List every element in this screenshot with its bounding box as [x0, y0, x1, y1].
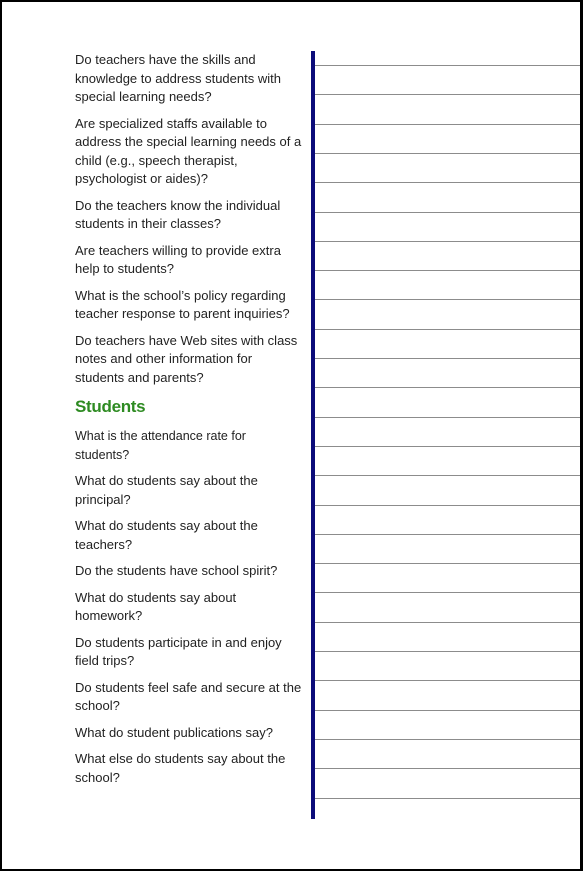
note-line [315, 65, 580, 66]
question-text: Are teachers willing to provide extra help to students? [75, 242, 281, 276]
note-line [315, 798, 580, 799]
question-text: Do students feel safe and secure at the school? [75, 679, 302, 713]
question-text: What is the school’s policy regarding teacher response to parent inquiries? [75, 287, 290, 321]
note-line [315, 592, 580, 593]
note-line [315, 241, 580, 242]
question-text: What do students say about the principal? [75, 473, 258, 507]
note-line [315, 446, 580, 447]
note-line [315, 505, 580, 506]
question-text: What is the attendance rate for students? [75, 429, 246, 462]
question-text: What do students say about the teachers? [75, 518, 258, 552]
question-text: Do the students have school spirit? [75, 563, 278, 578]
question-text: Do teachers have Web sites with class notes and other information for students and parents? [75, 332, 298, 385]
question-text: Do the teachers know the individual students in their classes? [75, 197, 281, 231]
section-heading-students: Students [75, 397, 146, 416]
note-line [315, 270, 580, 271]
note-line [315, 212, 580, 213]
note-line [315, 710, 580, 711]
note-line [315, 329, 580, 330]
note-line [315, 153, 580, 154]
note-line [315, 94, 580, 95]
question-text: Are specialized staffs available to address the special learning needs of a child (e.g., speech therapist, psychologist or aides)? [75, 115, 302, 186]
question-text: Do students participate in and enjoy field trips? [75, 634, 282, 668]
note-line [315, 124, 580, 125]
note-line [315, 680, 580, 681]
question-text: What do students say about homework? [75, 589, 237, 623]
question-text: Do teachers have the skills and knowledge to address students with special learning needs? [75, 52, 281, 104]
note-line [315, 651, 580, 652]
note-line [315, 563, 580, 564]
note-line [315, 387, 580, 388]
note-line [315, 768, 580, 769]
question-text: What else do students say about the school? [75, 751, 286, 785]
questions-column [75, 51, 303, 795]
note-line [315, 182, 580, 183]
note-line [315, 417, 580, 418]
notes-divider-bar [311, 51, 315, 819]
question-text: What do student publications say? [75, 724, 274, 740]
note-line [315, 534, 580, 535]
note-line [315, 358, 580, 359]
note-line [315, 299, 580, 300]
note-line [315, 739, 580, 740]
note-line [315, 475, 580, 476]
note-line [315, 622, 580, 623]
